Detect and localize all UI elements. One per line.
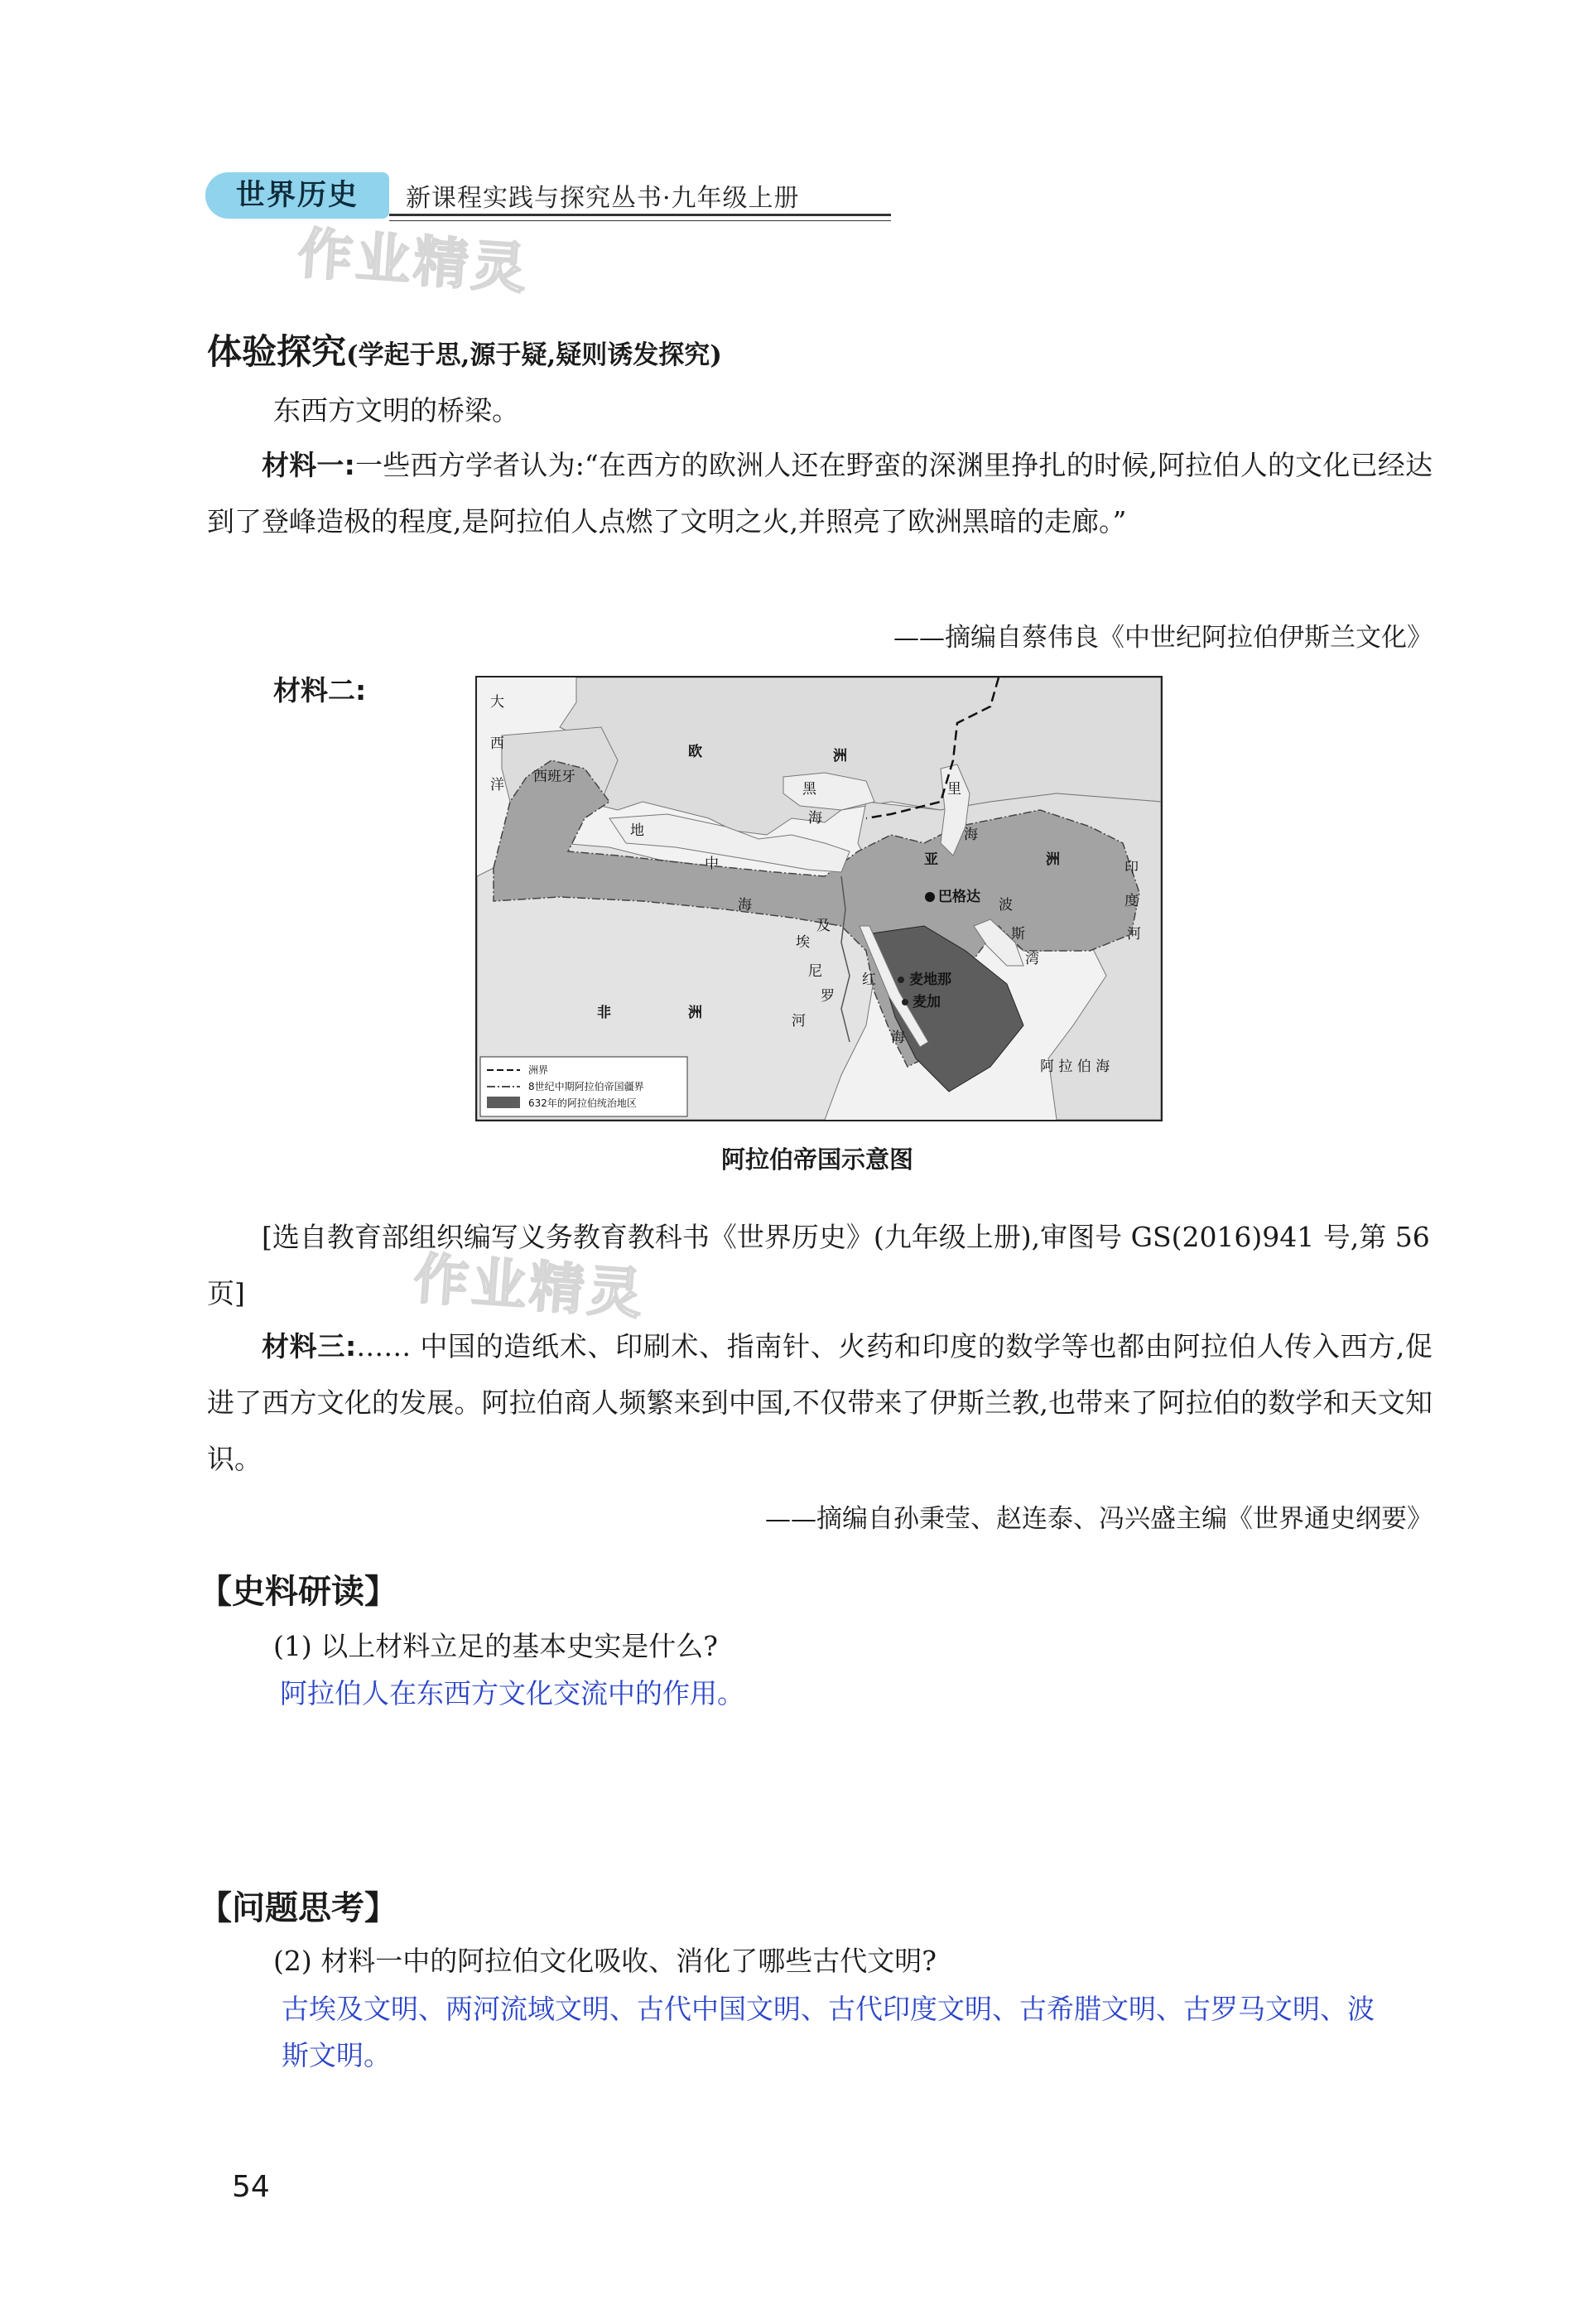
- legend-continent-text: 洲界: [528, 1064, 549, 1076]
- map-label-red-sea: 海: [891, 1029, 905, 1046]
- map-label-europe: 欧: [688, 744, 702, 760]
- subject-badge: 世界历史: [205, 172, 389, 219]
- map-label-africa: 非: [597, 1005, 611, 1021]
- map-label-caspian: 里: [947, 781, 961, 798]
- material-two-label: 材料二:: [273, 674, 367, 706]
- map-label-nile: 尼: [808, 963, 822, 980]
- map-label-arabian-sea: 阿 拉 伯 海: [1040, 1058, 1110, 1075]
- section-subtitle: (学起于思,源于疑,疑则诱发探究): [346, 340, 722, 370]
- mecca-marker: [902, 999, 908, 1005]
- material-three-text: …… 中国的造纸术、印刷术、指南针、火药和印度的数学等也都由阿拉伯人传入西方,促进了西方文化的发展。阿拉伯商人频繁来到中国,不仅带来了伊斯兰教,也带来了阿拉伯的数学和天文知识。: [207, 1330, 1433, 1475]
- map-label-nile: 罗: [821, 988, 835, 1005]
- map-label-black-sea: 海: [808, 810, 822, 827]
- baghdad-marker: [925, 892, 935, 902]
- map-label-persian-gulf: 波: [999, 897, 1013, 914]
- map-label-egypt: 及: [816, 918, 831, 934]
- map-label-atlantic: 大: [490, 694, 504, 711]
- arab-empire-map: [475, 676, 1163, 1121]
- legend-empire-text: 8世纪中期阿拉伯帝国疆界: [528, 1081, 644, 1092]
- map-label-medina: 麦地那: [909, 972, 951, 988]
- section-title: 体验探究: [207, 331, 347, 372]
- material-one: [207, 437, 1433, 550]
- map-label-mediterranean: 海: [738, 897, 752, 914]
- watermark: 作业精灵: [296, 221, 532, 301]
- map-label-caspian: 海: [964, 827, 978, 843]
- map-label-black-sea: 黑: [802, 781, 816, 798]
- map-label-mediterranean: 地: [630, 822, 644, 839]
- map-label-indus: 河: [1127, 926, 1141, 943]
- material-one-label: 材料一:: [262, 449, 355, 481]
- map-label-egypt: 埃: [796, 934, 810, 951]
- material-one-source: ——摘编自蔡伟良《中世纪阿拉伯伊斯兰文化》: [893, 623, 1433, 653]
- map-label-mecca: 麦加: [913, 994, 941, 1010]
- map-label-europe: 洲: [833, 748, 847, 764]
- page-number: 54: [232, 2170, 270, 2204]
- thinking-answer: 古埃及文明、两河流域文明、古代中国文明、古代印度文明、古希腊文明、古罗马文明、波斯文明。: [282, 1993, 1375, 2071]
- reading-heading: 【史料研读】: [199, 1573, 397, 1611]
- map-label-nile: 河: [792, 1013, 806, 1029]
- material-two-source: [选自教育部组织编写义务教育教科书《世界历史》(九年级上册),审图号 GS(2016)941 号,第 56 页]: [207, 1221, 1430, 1309]
- header-rule: [389, 214, 891, 216]
- series-title: 新课程实践与探究丛书·九年级上册: [406, 184, 800, 213]
- material-three-source: ——摘编自孙秉莹、赵连泰、冯兴盛主编《世界通史纲要》: [765, 1504, 1433, 1534]
- map-caption: 阿拉伯帝国示意图: [720, 1145, 913, 1174]
- section-heading: [207, 325, 722, 374]
- map-svg: [477, 677, 1161, 1120]
- map-label-indus: 印: [1124, 860, 1139, 876]
- map-label-africa: 洲: [688, 1005, 702, 1021]
- map-label-red-sea: 红: [862, 972, 876, 988]
- map-label-persian-gulf: 湾: [1025, 951, 1039, 967]
- map-label-asia: 亚: [924, 851, 938, 868]
- thinking-question: (2) 材料一中的阿拉伯文化吸收、消化了哪些古代文明?: [273, 1945, 937, 1977]
- material-three: [207, 1319, 1433, 1487]
- reading-question: (1) 以上材料立足的基本史实是什么?: [273, 1630, 718, 1662]
- map-label-persian-gulf: 斯: [1011, 926, 1025, 943]
- thinking-heading: 【问题思考】: [199, 1889, 397, 1927]
- legend-core-swatch: [487, 1097, 520, 1108]
- map-label-spain: 西班牙: [533, 769, 575, 785]
- material-three-label: 材料三:: [262, 1330, 357, 1362]
- topic-line: 东西方文明的桥梁。: [273, 394, 519, 427]
- medina-marker: [898, 976, 904, 983]
- map-label-mediterranean: 中: [705, 856, 719, 872]
- watermark: 作业精灵: [412, 1246, 648, 1327]
- map-label-atlantic: 西: [490, 735, 504, 752]
- map-label-asia: 洲: [1046, 851, 1060, 868]
- legend-core-text: 632年的阿拉伯统治地区: [528, 1097, 637, 1109]
- reading-answer: 阿拉伯人在东西方文化交流中的作用。: [280, 1677, 744, 1709]
- map-label-indus: 度: [1124, 893, 1139, 909]
- material-one-text: 一些西方学者认为:“在西方的欧洲人还在野蛮的深渊里挣扎的时候,阿拉伯人的文化已经达到了登峰造极的程度,是阿拉伯人点燃了文明之火,并照亮了欧洲黑暗的走廊。”: [207, 449, 1433, 538]
- map-label-baghdad: 巴格达: [938, 889, 980, 905]
- map-label-atlantic: 洋: [490, 777, 504, 793]
